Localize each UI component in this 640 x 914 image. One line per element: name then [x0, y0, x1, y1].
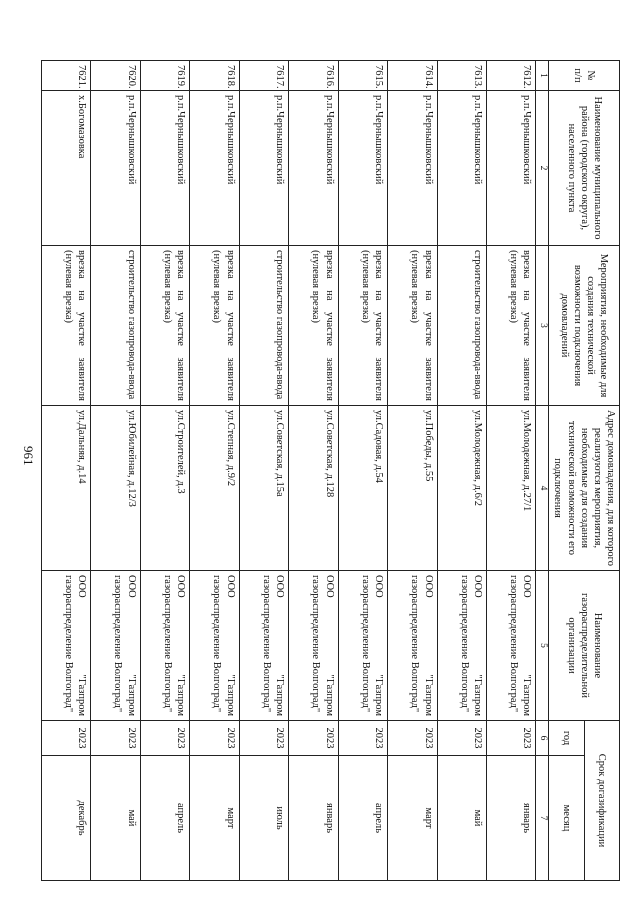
organization-name: ООО "Газпром газораспределение Волгоград" — [91, 571, 140, 721]
column-number: 6 — [536, 721, 549, 756]
settlement-name: х.Богомазовка — [41, 91, 91, 246]
address-text: ул.Юбилейная, д.12/3 — [91, 406, 140, 571]
organization-name: ООО "Газпром газораспределение Волгоград" — [388, 571, 437, 721]
table-row — [289, 61, 338, 881]
deadline-year: 2023 — [338, 721, 387, 756]
measure-text: врезка на участке заявителя (нулевая врезка) — [338, 246, 387, 406]
deadline-year: 2023 — [388, 721, 437, 756]
organization-name: ООО "Газпром газораспределение Волгоград" — [239, 571, 288, 721]
table-row — [388, 61, 437, 881]
organization-name: ООО "Газпром газораспределение Волгоград" — [190, 571, 239, 721]
header-address: Адрес домовладения, для которого реализуются мероприятия, необходимые для создания технической возможности его подключения — [549, 406, 620, 571]
header-row — [584, 61, 619, 881]
address-text: ул.Садовая, д.54 — [338, 406, 387, 571]
settlement-name: р.п.Чернышковский — [487, 91, 536, 246]
address-text: ул.Молодежная, д.27/1 — [487, 406, 536, 571]
row-number: 7612. — [487, 61, 536, 91]
deadline-year: 2023 — [487, 721, 536, 756]
address-text: ул.Молодежная, д.6/2 — [437, 406, 486, 571]
settlement-name: р.п.Чернышковский — [190, 91, 239, 246]
table-row — [239, 61, 288, 881]
measure-text: врезка на участке заявителя (нулевая врезка) — [388, 246, 437, 406]
settlement-name: р.п.Чернышковский — [437, 91, 486, 246]
page-number: 961 — [21, 446, 36, 466]
deadline-month: март — [190, 756, 239, 881]
deadline-month: январь — [289, 756, 338, 881]
organization-name: ООО "Газпром газораспределение Волгоград" — [289, 571, 338, 721]
address-text: ул.Советская, д.128 — [289, 406, 338, 571]
table-row — [190, 61, 239, 881]
header-measure: Мероприятия, необходимые для создания технической возможности подключения домовладений — [549, 246, 620, 406]
measure-text: врезка на участке заявителя (нулевая врезка) — [289, 246, 338, 406]
settlement-name: р.п.Чернышковский — [91, 91, 140, 246]
measure-text: врезка на участке заявителя (нулевая врезка) — [190, 246, 239, 406]
measure-text: строительство газопровода-ввода — [437, 246, 486, 406]
settlement-name: р.п.Чернышковский — [140, 91, 189, 246]
deadline-month: декабрь — [41, 756, 91, 881]
deadline-year: 2023 — [239, 721, 288, 756]
address-text: ул.Строителей, д.3 — [140, 406, 189, 571]
table-row — [338, 61, 387, 881]
row-number: 7618. — [190, 61, 239, 91]
address-text: ул.Победы, д.55 — [388, 406, 437, 571]
column-number: 5 — [536, 571, 549, 721]
settlement-name: р.п.Чернышковский — [239, 91, 288, 246]
header-year: год — [549, 721, 584, 756]
row-number: 7613. — [437, 61, 486, 91]
deadline-year: 2023 — [437, 721, 486, 756]
row-number: 7616. — [289, 61, 338, 91]
header-deadline: Срок догазификации — [584, 721, 619, 881]
organization-name: ООО "Газпром газораспределение Волгоград" — [140, 571, 189, 721]
table-row — [487, 61, 536, 881]
organization-name: ООО "Газпром газораспределение Волгоград" — [338, 571, 387, 721]
measure-text: врезка на участке заявителя (нулевая врезка) — [41, 246, 91, 406]
address-text: ул.Советская, д.15а — [239, 406, 288, 571]
row-number: 7621. — [41, 61, 91, 91]
deadline-year: 2023 — [41, 721, 91, 756]
deadline-month: март — [388, 756, 437, 881]
organization-name: ООО "Газпром газораспределение Волгоград" — [487, 571, 536, 721]
table-row — [41, 61, 91, 881]
table-row — [91, 61, 140, 881]
organization-name: ООО "Газпром газораспределение Волгоград" — [437, 571, 486, 721]
column-number: 7 — [536, 756, 549, 881]
row-number: 7619. — [140, 61, 189, 91]
header-organization: Наименование газораспределительной организации — [549, 571, 620, 721]
row-number: 7614. — [388, 61, 437, 91]
header-settlement: Наименование муниципального района (городского округа), населенного пункта — [549, 91, 620, 246]
header-month: месяц — [549, 756, 584, 881]
column-number: 3 — [536, 246, 549, 406]
deadline-year: 2023 — [190, 721, 239, 756]
settlement-name: р.п.Чернышковский — [388, 91, 437, 246]
deadline-month: июль — [239, 756, 288, 881]
deadline-year: 2023 — [140, 721, 189, 756]
column-number: 1 — [536, 61, 549, 91]
table-row — [437, 61, 486, 881]
measure-text: врезка на участке заявителя (нулевая врезка) — [487, 246, 536, 406]
row-number: 7617. — [239, 61, 288, 91]
settlement-name: р.п.Чернышковский — [289, 91, 338, 246]
deadline-month: апрель — [338, 756, 387, 881]
settlement-name: р.п.Чернышковский — [338, 91, 387, 246]
measure-text: строительство газопровода-ввода — [239, 246, 288, 406]
row-number: 7615. — [338, 61, 387, 91]
gasification-table — [41, 60, 620, 881]
deadline-month: январь — [487, 756, 536, 881]
gasification-table-sheet — [63, 60, 620, 880]
organization-name: ООО "Газпром газораспределение Волгоград" — [41, 571, 91, 721]
measure-text: строительство газопровода-ввода — [91, 246, 140, 406]
row-number: 7620. — [91, 61, 140, 91]
deadline-year: 2023 — [91, 721, 140, 756]
column-numbers-row — [536, 61, 549, 881]
address-text: ул.Дальняя, д.14 — [41, 406, 91, 571]
deadline-month: май — [437, 756, 486, 881]
address-text: ул.Степная, д.9/2 — [190, 406, 239, 571]
measure-text: врезка на участке заявителя (нулевая врезка) — [140, 246, 189, 406]
column-number: 2 — [536, 91, 549, 246]
header-number: № п/п — [549, 61, 620, 91]
column-number: 4 — [536, 406, 549, 571]
deadline-month: май — [91, 756, 140, 881]
deadline-year: 2023 — [289, 721, 338, 756]
table-row — [140, 61, 189, 881]
deadline-month: апрель — [140, 756, 189, 881]
